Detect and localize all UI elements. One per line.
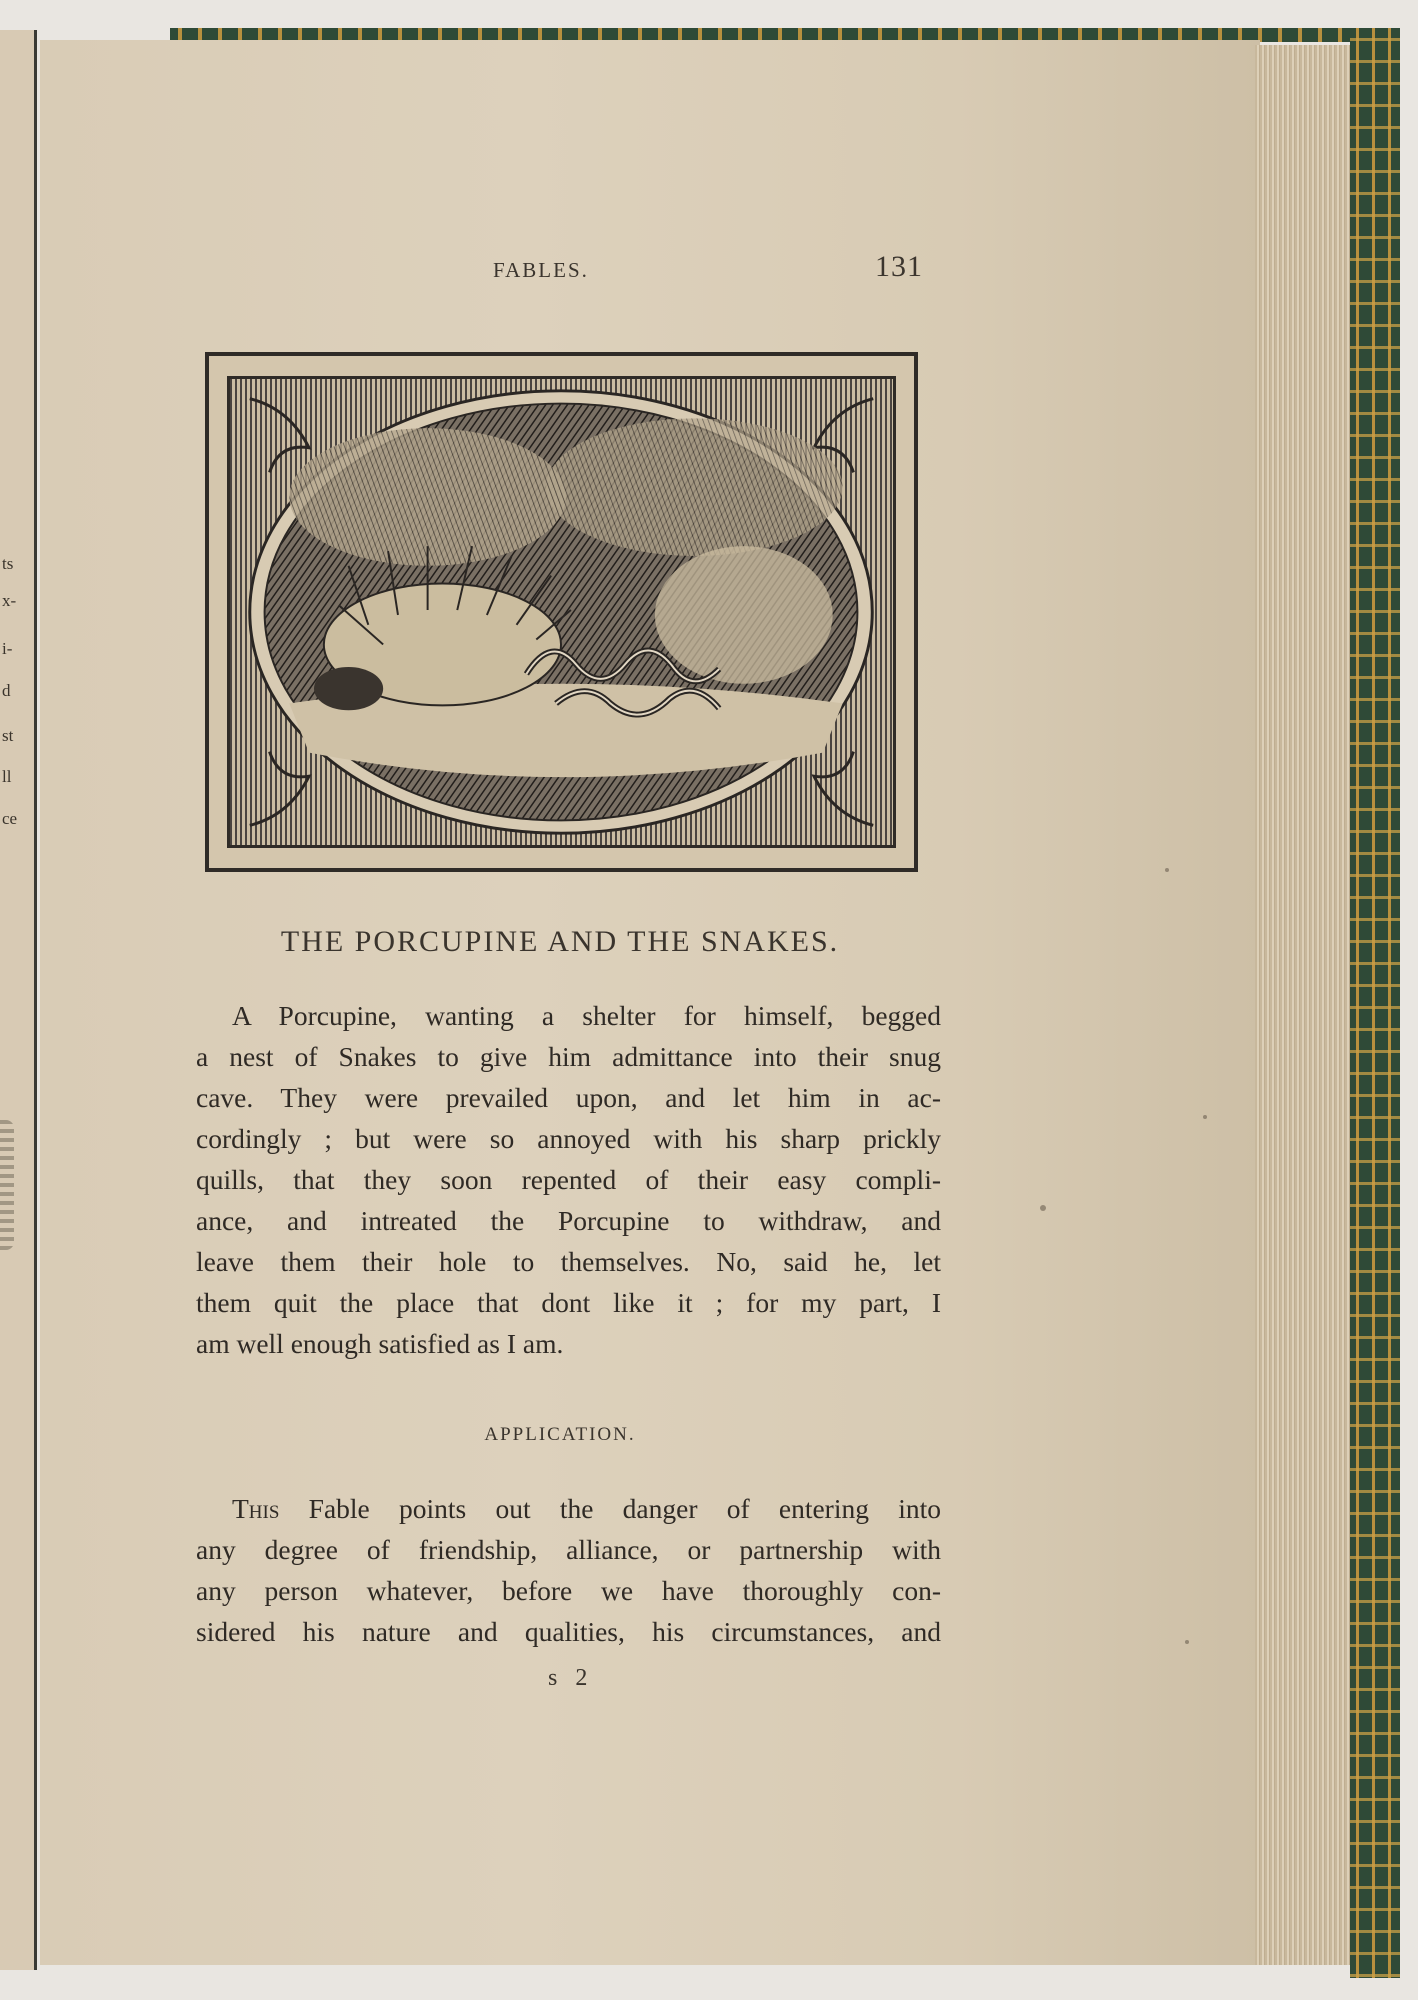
left-page-fragment: ce [2,809,18,828]
text-line: A Porcupine, wanting a shelter for himself, begged [232,1000,941,1031]
application-heading: APPLICATION. [484,1424,636,1445]
text-line-rest: Fable points out the danger of entering into [279,1493,941,1524]
paper-speck [1185,1640,1189,1644]
text-line: cordingly ; but were so annoyed with his sharp prickly [196,1123,941,1154]
left-page-fragment: ts [2,554,14,573]
text-line: any degree of friendship, alliance, or partnership with [196,1534,941,1565]
running-head-title: FABLES. [493,258,589,282]
left-page-fragment: st [2,726,14,745]
text-line [196,1488,941,1529]
text-line: any person whatever, before we have thoroughly con- [196,1575,941,1606]
left-page-ornament [0,1120,14,1250]
paper-speck [1040,1205,1046,1211]
text-line: cave. They were prevailed upon, and let him in ac- [196,1082,941,1113]
page-edges [1255,45,1350,1965]
gilt-binding [1350,28,1400,1978]
left-page-edge [0,30,37,1970]
left-page-fragment: i- [2,639,13,658]
text-line: sidered his nature and qualities, his circumstances, and [196,1616,941,1647]
text-line: ance, and intreated the Porcupine to withdraw, and [196,1205,941,1236]
engraving-image [230,379,893,845]
text-line: a nest of Snakes to give him admittance into their snug [196,1041,941,1072]
porcupine-engraving-illustration [205,352,918,872]
page-number: 131 [875,250,923,283]
text-line: quills, that they soon repented of their easy compli- [196,1164,941,1195]
left-page-fragment: x- [2,591,17,610]
text-line: am well enough satisfied as I am. [196,1328,564,1359]
fable-title: THE PORCUPINE AND THE SNAKES. [280,925,840,958]
fable-text [196,995,941,1364]
signature-mark: s 2 [548,1665,594,1691]
application-text [196,1488,941,1652]
paper-speck [1203,1115,1207,1119]
text-line: them quit the place that dont like it ; for my part, I [196,1287,941,1318]
left-page-fragment: ll [2,767,12,786]
paper-speck [1165,868,1169,872]
drop-word: This [232,1493,280,1524]
text-line: leave them their hole to themselves. No, said he, let [196,1246,941,1277]
left-page-fragment: d [2,681,11,700]
engraving-plate [227,376,896,848]
